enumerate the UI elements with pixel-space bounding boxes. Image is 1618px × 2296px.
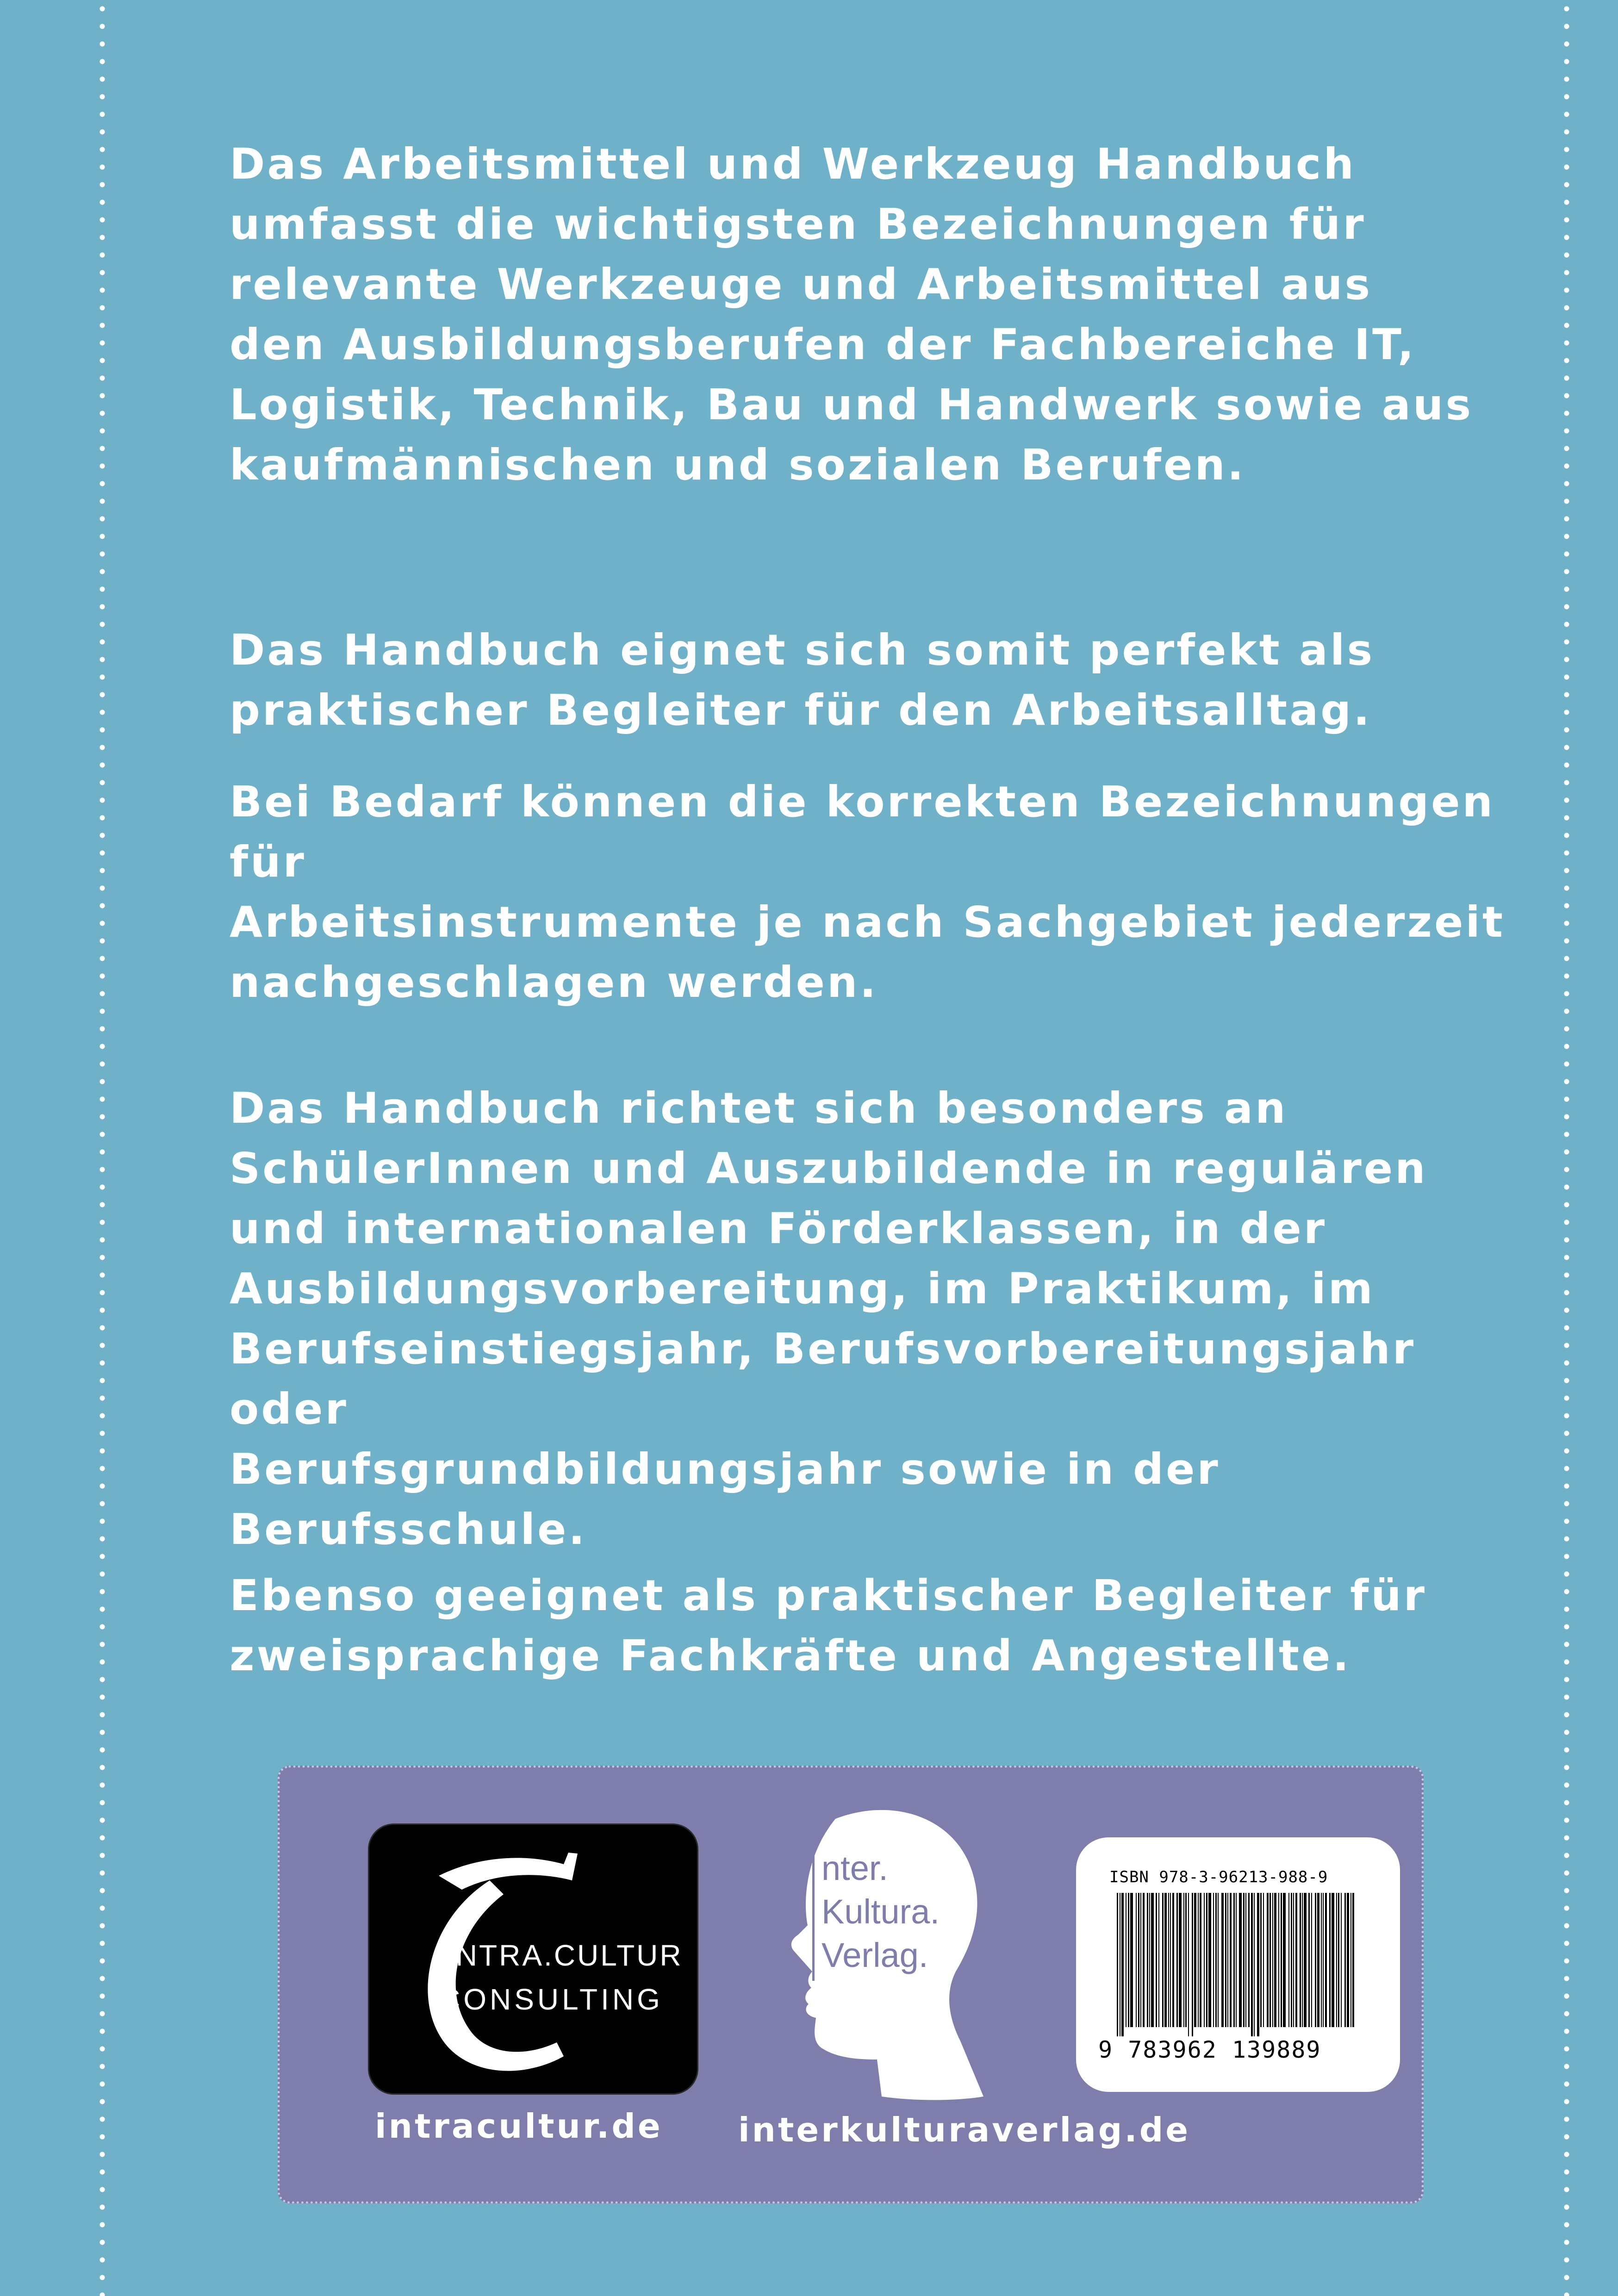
- dotted-border-left: [99, 0, 106, 2296]
- interkultura-logo-line3: Verlag.: [821, 1936, 928, 1974]
- interkultura-logo-line1: nter.: [821, 1849, 888, 1887]
- barcode-bar: [1183, 1893, 1184, 2027]
- barcode-bar: [1260, 1893, 1262, 2027]
- barcode-bar: [1176, 1893, 1178, 2027]
- barcode-bar: [1245, 1893, 1246, 2027]
- barcode-bar: [1192, 1893, 1193, 2036]
- barcode-bar: [1254, 1893, 1255, 2036]
- barcode-bar: [1168, 1893, 1169, 2027]
- barcode-bar: [1302, 1893, 1303, 2027]
- barcode-bar: [1257, 1893, 1259, 2036]
- barcode-bar: [1170, 1893, 1171, 2027]
- barcode-bar: [1149, 1893, 1150, 2027]
- barcode-bar: [1236, 1893, 1237, 2027]
- barcode-bar: [1188, 1893, 1189, 2036]
- barcode-bar: [1185, 1893, 1187, 2027]
- barcode-bar: [1221, 1893, 1224, 2027]
- description-paragraph-5: Ebenso geeignet als praktischer Begleiter für zweisprachige Fachkräfte und Angestellte.: [230, 1571, 1427, 1680]
- barcode-bar: [1179, 1893, 1182, 2027]
- barcode-bar: [1274, 1893, 1276, 2027]
- barcode-bar: [1138, 1893, 1139, 2027]
- barcode-bar: [1336, 1893, 1337, 2027]
- description-paragraph-3: Bei Bedarf können die korrekten Bezeichnungen für Arbeitsinstrumente je nach Sachgebiet jederzeit nachgeschlagen werden.: [230, 777, 1505, 1007]
- barcode-bar: [1270, 1893, 1271, 2027]
- barcode-bar: [1143, 1893, 1145, 2027]
- barcode-bar: [1158, 1893, 1159, 2027]
- barcode-bar: [1311, 1893, 1312, 2027]
- barcode-bar: [1213, 1893, 1214, 2027]
- barcode-bar: [1304, 1893, 1307, 2027]
- barcode-bar: [1295, 1893, 1297, 2027]
- barcode-bar: [1341, 1893, 1342, 2027]
- barcode-bar: [1300, 1893, 1301, 2027]
- barcode-bar: [1272, 1893, 1273, 2027]
- barcode-bar: [1208, 1893, 1211, 2027]
- barcode-bar: [1164, 1893, 1167, 2027]
- barcode-bar: [1218, 1893, 1219, 2027]
- barcode-bar: [1130, 1893, 1133, 2027]
- barcode-bar: [1121, 1893, 1124, 2036]
- description-paragraph-4: Das Handbuch richtet sich besonders an SchülerInnen und Auszubildende in regulären und internationalen Förderklassen, in der Ausbildungsvorbereitung, im Praktikum, im Berufseinstiegsjahr, Berufsvorbereitungsjahr oder Berufsgrundbildungsjahr sowie in der Berufsschule.: [230, 1083, 1428, 1554]
- barcode-bar: [1128, 1893, 1129, 2027]
- barcode-bar: [1230, 1893, 1232, 2027]
- barcode-bar: [1344, 1893, 1346, 2027]
- barcode-bar: [1321, 1893, 1322, 2027]
- barcode-bar: [1329, 1893, 1331, 2027]
- dotted-border-right: [1563, 0, 1570, 2296]
- barcode-icon: [1117, 1893, 1357, 2036]
- description-paragraph-2: Das Handbuch eignet sich somit perfekt als praktischer Begleiter für den Arbeitsalltag.: [230, 625, 1375, 735]
- interkultura-logo-line2: Kultura.: [821, 1892, 940, 1931]
- barcode-bar: [1151, 1893, 1154, 2027]
- intra-culture-logo-icon: [368, 1823, 698, 2095]
- barcode-bar: [1288, 1893, 1289, 2027]
- intra-culture-logo-line1: INTRA.CULTUR: [446, 1939, 683, 1972]
- barcode-bar: [1347, 1893, 1349, 2027]
- head-profile-icon: [761, 1800, 1002, 2134]
- barcode-bar: [1239, 1893, 1242, 2027]
- barcode-bar: [1233, 1893, 1235, 2027]
- barcode-bar: [1352, 1893, 1354, 2027]
- barcode-bar: [1156, 1893, 1157, 2027]
- description-paragraph-1: Das Arbeitsmittel und Werkzeug Handbuch umfasst die wichtigsten Bezeichnungen für relevante Werkzeuge und Arbeitsmittel aus den Ausbildungsberufen der Fachbereiche IT, Logistik, Technik, Bau und Handwerk sowie aus kaufmännischen und sozialen Berufen.: [230, 139, 1474, 490]
- barcode-bar: [1140, 1893, 1141, 2027]
- barcode-bar: [1317, 1893, 1319, 2027]
- barcode-bar: [1325, 1893, 1327, 2027]
- barcode-card: [1076, 1837, 1400, 2092]
- barcode-bar: [1293, 1893, 1294, 2027]
- barcode-bar: [1278, 1893, 1279, 2027]
- barcode-bar: [1204, 1893, 1205, 2027]
- publisher-panel: [278, 1766, 1424, 2203]
- barcode-bar: [1136, 1893, 1137, 2027]
- barcode-bar: [1198, 1893, 1199, 2027]
- barcode-bar: [1291, 1893, 1292, 2027]
- barcode-bar: [1308, 1893, 1310, 2027]
- barcode-bar: [1243, 1893, 1245, 2027]
- barcode-bar: [1194, 1893, 1196, 2027]
- barcode-bar: [1200, 1893, 1201, 2027]
- barcode-bar: [1117, 1893, 1118, 2036]
- barcode-bar: [1315, 1893, 1316, 2027]
- barcode-bar: [1281, 1893, 1282, 2027]
- barcode-bar: [1215, 1893, 1217, 2027]
- barcode-bar: [1162, 1893, 1164, 2027]
- intra-culture-logo-line2: CONSULTING: [439, 1983, 663, 2016]
- barcode-bar: [1225, 1893, 1226, 2027]
- barcode-bar: [1227, 1893, 1228, 2027]
- barcode-bar: [1251, 1893, 1253, 2036]
- barcode-bar: [1338, 1893, 1339, 2027]
- intra-culture-website: intracultur.de: [375, 2107, 663, 2146]
- barcode-bar: [1267, 1893, 1269, 2027]
- barcode-bar: [1350, 1893, 1351, 2027]
- interkultura-website: interkulturaverlag.de: [738, 2110, 1191, 2149]
- barcode-bar: [1263, 1893, 1264, 2027]
- barcode-bar: [1283, 1893, 1286, 2027]
- barcode-bar: [1248, 1893, 1250, 2027]
- barcode-bar: [1172, 1893, 1174, 2027]
- barcode-bar: [1323, 1893, 1324, 2027]
- barcode-bar: [1332, 1893, 1334, 2027]
- isbn-label: ISBN 978-3-96213-988-9: [1109, 1868, 1328, 1886]
- barcode-bar: [1206, 1893, 1207, 2027]
- barcode-bar: [1147, 1893, 1148, 2027]
- barcode-digits: 9 783962 139889: [1098, 2036, 1321, 2063]
